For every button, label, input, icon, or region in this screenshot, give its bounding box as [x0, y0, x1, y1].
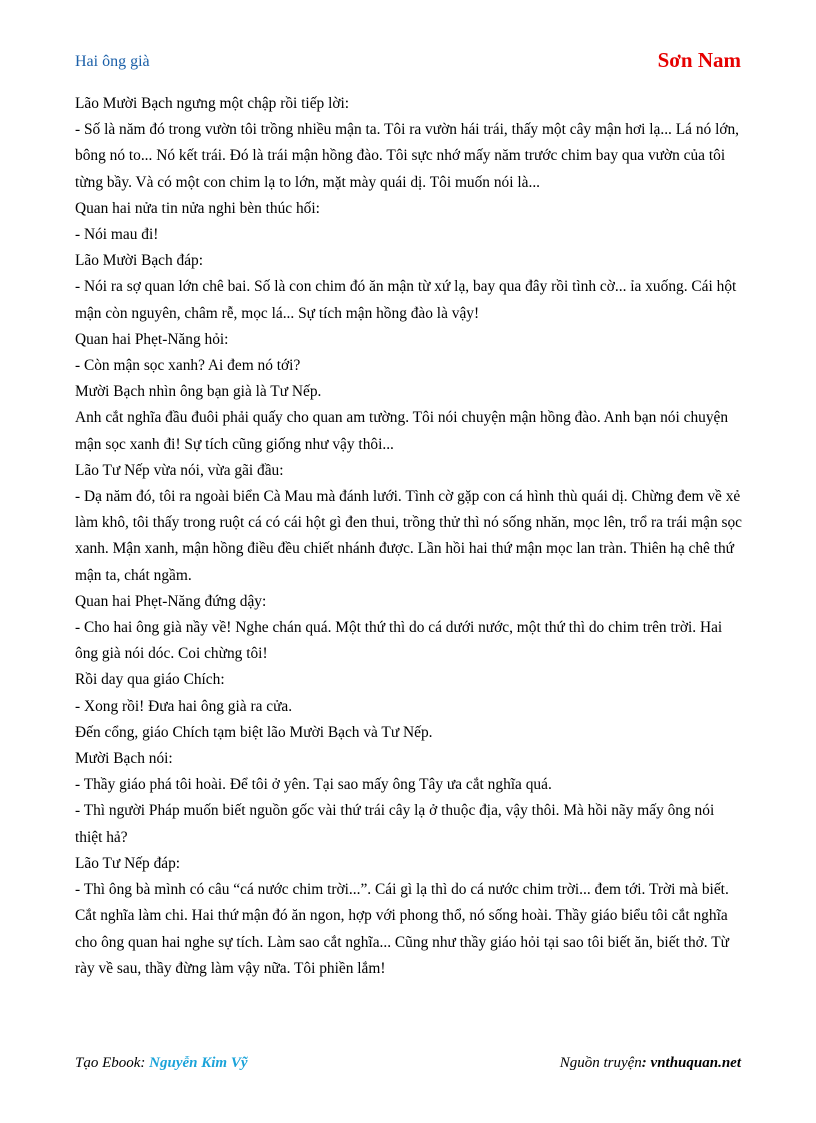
- ebook-credit: [75, 1055, 248, 1072]
- paragraph: - Dạ năm đó, tôi ra ngoài biển Cà Mau mà đánh lưới. Tình cờ gặp con cá hình thù quái dị. Chừng đem về xẻ làm khô, tôi thấy trong ruột cá có cái hột gì đen thui, trồng thử thì nó sống nhăn, mọc lên, trổ ra trái mận sọc xanh. Mận xanh, mận hồng điều đều chiết nhánh được. Lần hồi hai thứ mận mọc lan tràn. Thiên hạ chê thứ mận ta, chát ngầm.: [75, 488, 743, 584]
- ebook-label: Tạo Ebook: [75, 1055, 141, 1071]
- page-header: [75, 48, 741, 78]
- ebook-creator-link[interactable]: Nguyễn Kim Vỹ: [149, 1055, 248, 1071]
- paragraph: Đến cổng, giáo Chích tạm biệt lão Mười Bạch và Tư Nếp.: [75, 723, 433, 741]
- source-label: Nguồn truyện: [559, 1055, 642, 1071]
- paragraph: Quan hai Phẹt-Năng đứng dậy:: [75, 592, 267, 610]
- paragraph: Mười Bạch nhìn ông bạn già là Tư Nếp.: [75, 383, 322, 401]
- author-name: Sơn Nam: [657, 48, 741, 72]
- paragraph: Anh cắt nghĩa đầu đuôi phải quấy cho quan am tường. Tôi nói chuyện mận hồng đào. Anh bạn nói chuyện mận sọc xanh đi! Sự tích cũng giống như vậy thôi...: [75, 409, 729, 453]
- paragraph: - Nói mau đi!: [75, 226, 159, 244]
- ebook-separator: :: [140, 1055, 150, 1071]
- paragraph: - Còn mận sọc xanh? Ai đem nó tới?: [75, 357, 301, 375]
- paragraph: Lão Mười Bạch đáp:: [75, 252, 204, 270]
- paragraph: Quan hai Phẹt-Năng hỏi:: [75, 330, 229, 348]
- paragraph: Rồi day qua giáo Chích:: [75, 671, 225, 689]
- source-site-link[interactable]: vnthuquan.net: [650, 1055, 741, 1071]
- paragraph: - Cho hai ông già nầy về! Nghe chán quá. Một thứ thì do cá dưới nước, một thứ thì do chim trên trời. Hai ông già nói dóc. Coi chừng tôi!: [75, 619, 723, 663]
- page-footer: [75, 1055, 741, 1079]
- paragraph: Mười Bạch nói:: [75, 750, 173, 768]
- paragraph: - Thì người Pháp muốn biết nguồn gốc vài thứ trái cây lạ ở thuộc địa, vậy thôi. Mà hồi nãy mấy ông nói thiệt hả?: [75, 802, 715, 846]
- paragraph: - Thầy giáo phá tôi hoài. Để tôi ở yên. Tại sao mấy ông Tây ưa cắt nghĩa quá.: [75, 776, 552, 794]
- story-body: [75, 91, 745, 982]
- paragraph: Quan hai nửa tin nửa nghi bèn thúc hối:: [75, 199, 320, 217]
- paragraph: - Thì ông bà mình có câu “cá nước chim trời...”. Cái gì lạ thì do cá nước chim trời... đem tới. Trời mà biết. Cắt nghĩa làm chi. Hai thứ mận đó ăn ngon, hợp với phong thổ, nó sống hoài. Thầy giáo biểu tôi cắt nghĩa cho ông quan hai nghe sự tích. Làm sao cắt nghĩa... Cũng như thầy giáo hỏi tại sao tôi biết ăn, biết thở. Từ rày về sau, thầy đừng làm vậy nữa. Tôi phiền lắm!: [75, 881, 729, 977]
- paragraph: Lão Tư Nếp vừa nói, vừa gãi đầu:: [75, 461, 284, 479]
- book-title: Hai ông già: [75, 53, 150, 70]
- paragraph: - Số là năm đó trong vườn tôi trồng nhiều mận ta. Tôi ra vườn hái trái, thấy một cây mận hơi lạ... Lá nó lớn, bông nó to... Nó kết trái. Đó là trái mận hồng đào. Tôi sực nhớ mấy năm trước chim bay qua vườn của tôi từng bầy. Và có một con chim lạ to lớn, mặt mày quái dị. Tôi muốn nói là...: [75, 121, 740, 191]
- paragraph: - Xong rồi! Đưa hai ông già ra cửa.: [75, 697, 293, 715]
- paragraph: Lão Mười Bạch ngưng một chập rồi tiếp lời:: [75, 95, 350, 112]
- paragraph: - Nói ra sợ quan lớn chê bai. Số là con chim đó ăn mận từ xứ lạ, bay qua đây rồi tình cờ... ỉa xuống. Cái hột mận còn nguyên, châm rễ, mọc lá... Sự tích mận hồng đào là vậy!: [75, 278, 737, 322]
- source-credit: [560, 1055, 741, 1072]
- source-separator: :: [641, 1055, 651, 1071]
- paragraph: Lão Tư Nếp đáp:: [75, 854, 181, 872]
